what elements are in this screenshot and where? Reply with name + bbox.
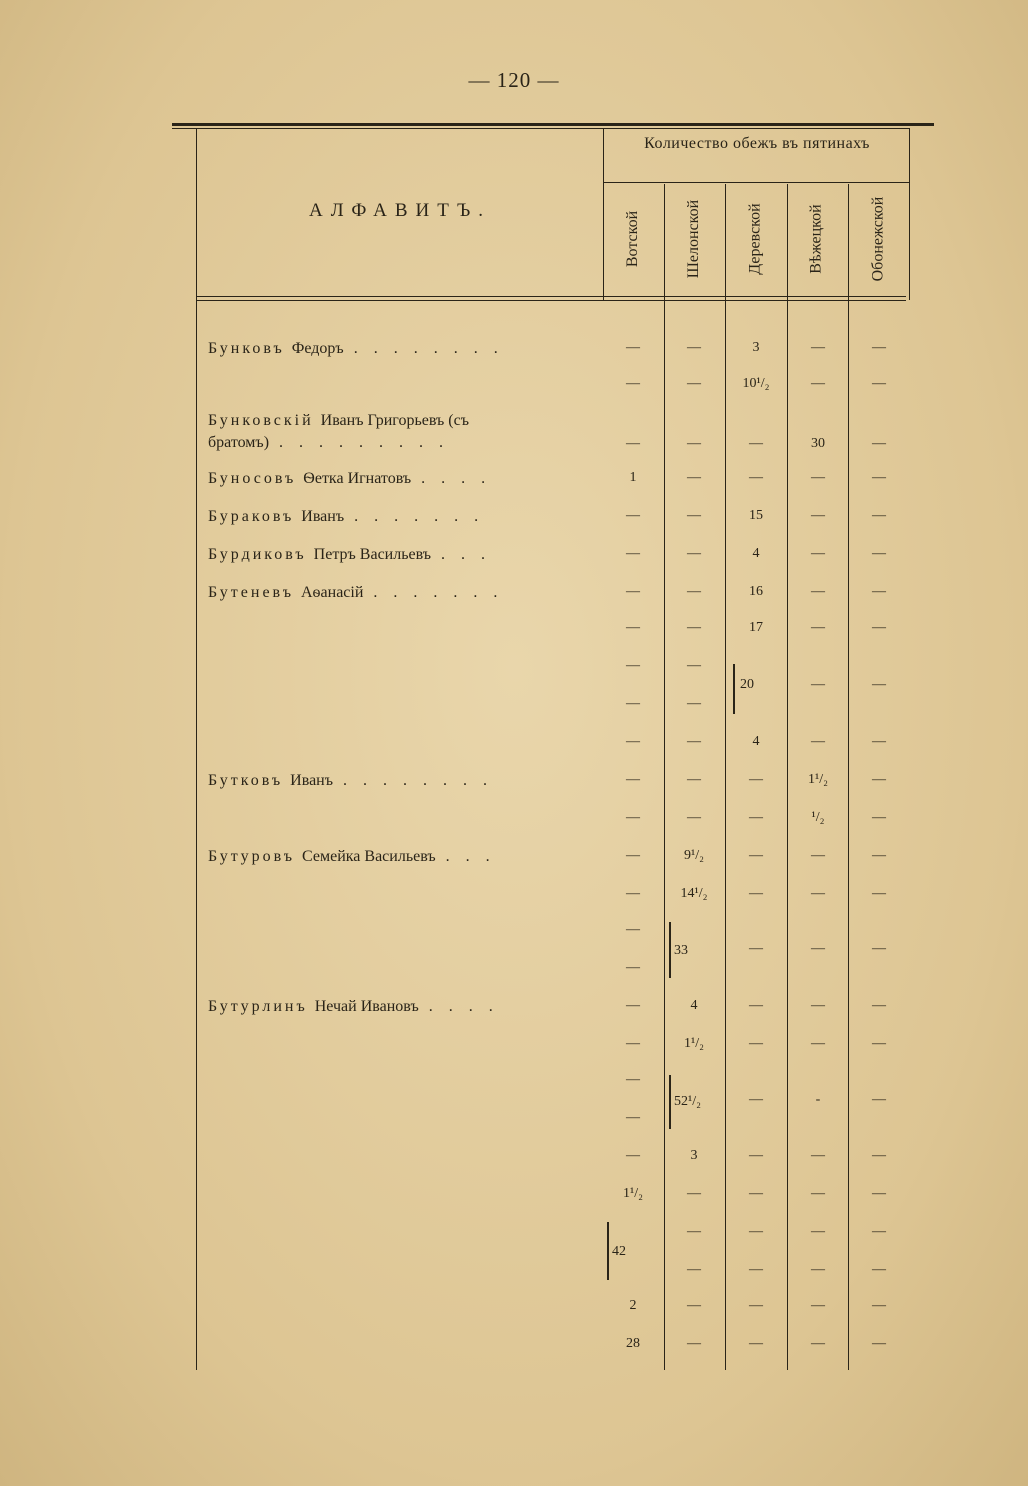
leader-dots: . . . xyxy=(435,848,496,865)
brace-52-cell-vezh: - xyxy=(815,1092,821,1107)
header-bottom-rule xyxy=(196,296,906,297)
obezh-cell: 2 xyxy=(629,1298,637,1313)
obezh-cell: — xyxy=(626,772,640,787)
table-row xyxy=(208,960,908,990)
obezh-cell: — xyxy=(872,886,886,901)
obezh-cell: 3 xyxy=(752,340,760,355)
obezh-cell: — xyxy=(811,620,825,635)
obezh-cell: 10¹/₂ xyxy=(742,376,770,391)
surname: Бунковскій xyxy=(208,412,321,429)
obezh-cell: — xyxy=(872,620,886,635)
obezh-cell: — xyxy=(626,584,640,599)
obezh-cell: 15 xyxy=(749,508,763,523)
table-row xyxy=(208,810,908,840)
table-row xyxy=(208,848,908,878)
obezh-cell: — xyxy=(872,1224,886,1239)
given-name: Иванъ xyxy=(290,772,334,789)
entry-name xyxy=(208,340,593,358)
obezh-cell: 4 xyxy=(752,546,760,561)
obezh-cell: — xyxy=(749,886,763,901)
obezh-cell: — xyxy=(811,546,825,561)
obezh-cell: — xyxy=(687,436,701,451)
obezh-cell: — xyxy=(687,376,701,391)
table-row xyxy=(208,1186,908,1216)
given-name: Петръ Васильевъ xyxy=(313,546,432,563)
obezh-cell: — xyxy=(749,436,763,451)
leader-dots: . . . . . . . xyxy=(344,508,485,525)
obezh-cell: 4 xyxy=(690,998,698,1013)
leader-dots: . . . . . . . . xyxy=(333,772,494,789)
obezh-cell: — xyxy=(872,1262,886,1277)
table-row xyxy=(208,772,908,802)
surname: Бутуровъ xyxy=(208,848,302,865)
brace-42-line xyxy=(607,1222,609,1280)
obezh-cell: — xyxy=(872,340,886,355)
given-name: Аѳанасій xyxy=(300,584,364,601)
obezh-cell: — xyxy=(687,340,701,355)
page-number: — 120 — xyxy=(468,68,560,92)
obezh-cell: — xyxy=(811,376,825,391)
table-row xyxy=(208,1262,908,1292)
surname: Бутурлинъ xyxy=(208,998,315,1015)
table-row xyxy=(208,1110,908,1140)
obezh-cell: — xyxy=(811,1336,825,1351)
obezh-cell: — xyxy=(626,508,640,523)
obezh-cell: 17 xyxy=(749,620,763,635)
obezh-cell: — xyxy=(811,886,825,901)
obezh-cell: — xyxy=(626,340,640,355)
obezh-cell: — xyxy=(687,658,701,673)
obezh-cell: — xyxy=(749,1186,763,1201)
left-border xyxy=(196,128,197,1370)
table-row xyxy=(208,340,908,370)
obezh-cell: 28 xyxy=(626,1336,640,1351)
table-row xyxy=(208,508,908,538)
given-name: Иванъ Григорьевъ (съ xyxy=(320,412,469,429)
leader-dots: . . . xyxy=(431,546,492,563)
obezh-cell: — xyxy=(811,508,825,523)
table-row xyxy=(208,696,908,726)
brace-20-cell-obon: — xyxy=(872,677,886,692)
obezh-cell: — xyxy=(872,1336,886,1351)
col-head-derevskoy: Деревской xyxy=(747,203,764,275)
table-row xyxy=(208,998,908,1028)
leader-dots: . . . . . . . . . xyxy=(269,434,450,451)
obezh-cell: — xyxy=(811,470,825,485)
obezh-cell: — xyxy=(811,1148,825,1163)
given-name: Семейка Васильевъ xyxy=(302,848,436,865)
obezh-cell: — xyxy=(872,508,886,523)
brace-52-label: 52¹/₂ xyxy=(674,1094,701,1109)
header-divider xyxy=(603,128,604,300)
leader-dots: . . . . xyxy=(418,998,499,1015)
entry-name xyxy=(208,848,593,866)
obezh-cell: — xyxy=(749,810,763,825)
table-row xyxy=(208,620,908,650)
obezh-cell: — xyxy=(687,734,701,749)
obezh-cell: — xyxy=(626,886,640,901)
leader-dots: . . . . . . . . xyxy=(343,340,504,357)
entry-name xyxy=(208,546,593,564)
surname: Буносовъ xyxy=(208,470,304,487)
top-rule xyxy=(172,123,934,126)
obezh-cell: — xyxy=(626,1110,640,1125)
surname: Бунковъ xyxy=(208,340,292,357)
obezh-cell: 30 xyxy=(811,436,825,451)
obezh-cell: — xyxy=(811,584,825,599)
entry-name xyxy=(208,470,593,488)
header-bottom-rule-2 xyxy=(196,300,906,301)
obezh-cell: — xyxy=(687,1336,701,1351)
top-rule-thin xyxy=(172,128,910,129)
brace-52-line xyxy=(669,1075,671,1129)
brace-20-label: 20 xyxy=(740,677,754,692)
given-name: Ѳетка Игнатовъ xyxy=(303,470,412,487)
obezh-cell: 16 xyxy=(749,584,763,599)
obezh-cell: — xyxy=(872,376,886,391)
obezh-cell: — xyxy=(687,620,701,635)
obezh-cell: — xyxy=(872,772,886,787)
obezh-cell: — xyxy=(626,1072,640,1087)
obezh-cell: — xyxy=(687,508,701,523)
obezh-cell: — xyxy=(749,1262,763,1277)
obezh-cell: — xyxy=(749,772,763,787)
obezh-cell: — xyxy=(872,1186,886,1201)
table-row xyxy=(208,1148,908,1178)
obezh-cell: — xyxy=(687,1262,701,1277)
col-head-shelonskoy: Шелонской xyxy=(685,199,703,279)
table-row xyxy=(208,886,908,916)
obezh-cell: — xyxy=(687,1298,701,1313)
obezh-cell: — xyxy=(811,340,825,355)
obezh-cell: — xyxy=(872,1148,886,1163)
obezh-cell: — xyxy=(811,1262,825,1277)
obezh-cell: — xyxy=(626,922,640,937)
surname: Бутеневъ xyxy=(208,584,301,601)
obezh-cell: — xyxy=(872,734,886,749)
col-head-obonezhskoy: Обонежской xyxy=(869,196,886,282)
obezh-cell: 1¹/₂ xyxy=(623,1186,643,1201)
obezh-cell: — xyxy=(811,1298,825,1313)
obezh-cell: — xyxy=(811,734,825,749)
brace-33-line xyxy=(669,922,671,978)
table-row xyxy=(208,1224,908,1254)
brace-20-cell-vezh: — xyxy=(811,677,825,692)
entry-name xyxy=(208,998,593,1016)
leader-dots: . . . . xyxy=(411,470,492,487)
obezh-cell: ¹/₂ xyxy=(811,810,825,825)
brace-52-cell-obon: — xyxy=(872,1092,886,1107)
surname: Бураковъ xyxy=(208,508,302,525)
obezh-cell: — xyxy=(872,546,886,561)
obezh-cell: — xyxy=(626,696,640,711)
given-name: Федоръ xyxy=(291,340,344,357)
obezh-cell: — xyxy=(749,1148,763,1163)
obezh-cell: — xyxy=(626,546,640,561)
obezh-cell: — xyxy=(687,1186,701,1201)
obezh-cell: — xyxy=(749,998,763,1013)
obezh-cell: — xyxy=(687,1224,701,1239)
obezh-cell: — xyxy=(626,1148,640,1163)
obezh-cell: 4 xyxy=(752,734,760,749)
brace-33-cell-der: — xyxy=(749,941,763,956)
obezh-cell: — xyxy=(626,960,640,975)
table-row xyxy=(208,546,908,576)
table-row xyxy=(208,1336,908,1366)
right-border xyxy=(909,128,910,300)
brace-33-cell-vezh: — xyxy=(811,941,825,956)
obezh-cell: — xyxy=(749,848,763,863)
brace-33-cell-obon: — xyxy=(872,941,886,956)
obezh-cell: — xyxy=(749,1298,763,1313)
given-name: Иванъ xyxy=(301,508,345,525)
obezh-cell: 1 xyxy=(629,470,637,485)
obezh-cell: 1¹/₂ xyxy=(684,1036,704,1051)
obezh-cell: — xyxy=(687,546,701,561)
surname: Бутковъ xyxy=(208,772,291,789)
col-head-votskoy: Вотской xyxy=(624,210,641,268)
table-row xyxy=(208,1036,908,1066)
obezh-cell: 14¹/₂ xyxy=(680,886,708,901)
obezh-cell: — xyxy=(626,810,640,825)
obezh-cell: — xyxy=(811,1036,825,1051)
surname: Бурдиковъ xyxy=(208,546,314,563)
obezh-cell: — xyxy=(749,1224,763,1239)
obezh-cell: — xyxy=(872,584,886,599)
obezh-group-header: Количество обежъ въ пятинахъ xyxy=(644,135,870,152)
group-underline xyxy=(604,182,909,183)
col-head-vezhetskoy: Вѣжецкой xyxy=(808,204,826,274)
obezh-cell: — xyxy=(872,1298,886,1313)
entry-name xyxy=(208,772,593,790)
brace-52-cell-der: — xyxy=(749,1092,763,1107)
table-row xyxy=(208,376,908,406)
obezh-cell: — xyxy=(626,658,640,673)
obezh-cell: — xyxy=(687,810,701,825)
obezh-cell: — xyxy=(626,376,640,391)
alphabet-header: АЛФАВИТЪ. xyxy=(308,200,492,221)
obezh-cell: — xyxy=(811,998,825,1013)
obezh-cell: — xyxy=(626,848,640,863)
leader-dots: . . . . . . . xyxy=(363,584,504,601)
obezh-cell: — xyxy=(872,998,886,1013)
obezh-cell: 3 xyxy=(690,1148,698,1163)
obezh-cell: — xyxy=(626,734,640,749)
obezh-cell: — xyxy=(749,470,763,485)
obezh-cell: — xyxy=(687,772,701,787)
table-row xyxy=(208,470,908,500)
entry-name xyxy=(208,584,593,602)
brace-33-label: 33 xyxy=(674,943,688,958)
obezh-cell: — xyxy=(872,1036,886,1051)
given-name: Нечай Ивановъ xyxy=(314,998,419,1015)
obezh-cell: — xyxy=(687,696,701,711)
obezh-cell: 9¹/₂ xyxy=(684,848,704,863)
obezh-cell: — xyxy=(872,810,886,825)
obezh-cell: — xyxy=(626,1036,640,1051)
brace-42-label: 42 xyxy=(612,1244,626,1259)
entry-name xyxy=(208,410,593,454)
obezh-cell: 1¹/₂ xyxy=(808,772,828,787)
obezh-cell: — xyxy=(687,584,701,599)
obezh-cell: — xyxy=(749,1336,763,1351)
table-row xyxy=(208,734,908,764)
table-row xyxy=(208,412,908,464)
obezh-cell: — xyxy=(872,848,886,863)
brace-20-line xyxy=(733,664,735,714)
obezh-cell: — xyxy=(687,470,701,485)
obezh-cell: — xyxy=(626,998,640,1013)
obezh-cell: — xyxy=(626,620,640,635)
obezh-cell: — xyxy=(626,436,640,451)
obezh-cell: — xyxy=(872,436,886,451)
entry-name xyxy=(208,508,593,526)
obezh-cell: — xyxy=(811,848,825,863)
obezh-cell: — xyxy=(811,1224,825,1239)
table-row xyxy=(208,584,908,614)
obezh-cell: — xyxy=(749,1036,763,1051)
table-row xyxy=(208,1298,908,1328)
given-name-cont: братомъ) xyxy=(208,434,270,451)
obezh-cell: — xyxy=(811,1186,825,1201)
obezh-cell: — xyxy=(872,470,886,485)
